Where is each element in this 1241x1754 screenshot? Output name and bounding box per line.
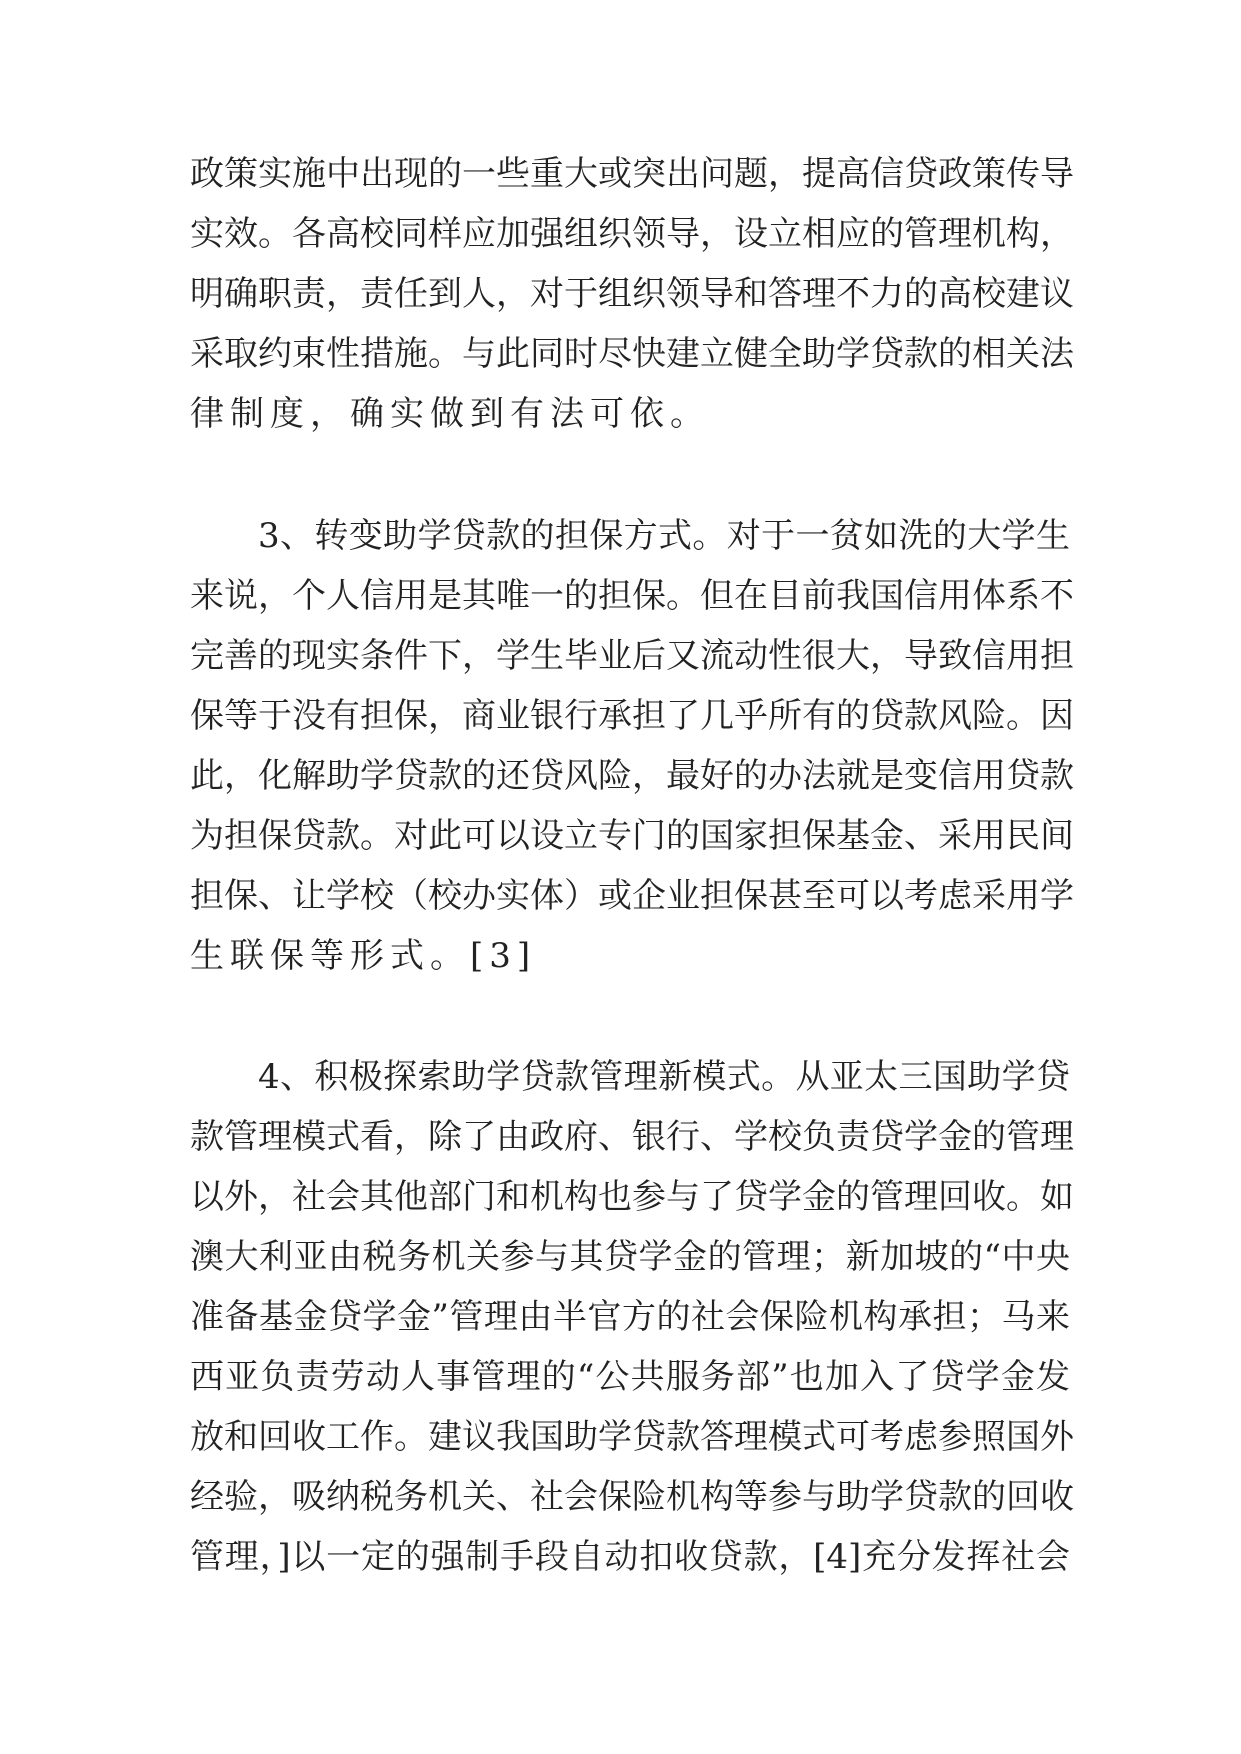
text-line: 政策实施中出现的一些重大或突出问题，提高信贷政策传导 [190, 154, 1074, 194]
text-line: 4、积极探索助学贷款管理新模式。从亚太三国助学贷 [258, 1057, 1070, 1097]
text-line: 此，化解助学贷款的还贷风险，最好的办法就是变信用贷款 [190, 756, 1074, 796]
text-line: 担保、让学校（校办实体）或企业担保甚至可以考虑采用学 [190, 876, 1074, 916]
text-line: 款管理模式看，除了由政府、银行、学校负责贷学金的管理 [190, 1117, 1074, 1157]
text-line: 放和回收工作。建议我国助学贷款答理模式可考虑参照国外 [190, 1417, 1074, 1457]
text-line: 为担保贷款。对此可以设立专门的国家担保基金、采用民间 [190, 816, 1074, 856]
text-line: 保等于没有担保，商业银行承担了几乎所有的贷款风险。因 [190, 696, 1074, 736]
text-line: 管理，]以一定的强制手段自动扣收贷款，[4]充分发挥社会 [190, 1537, 1070, 1577]
text-line: 澳大利亚由税务机关参与其贷学金的管理；新加坡的“中央 [190, 1237, 1070, 1277]
text-line: 完善的现实条件下，学生毕业后又流动性很大，导致信用担 [190, 636, 1074, 676]
text-line: 生联保等形式。[3] [190, 936, 537, 976]
text-line: 西亚负责劳动人事管理的“公共服务部”也加入了贷学金发 [190, 1357, 1070, 1397]
text-line: 3、转变助学贷款的担保方式。对于一贫如洗的大学生 [258, 516, 1070, 556]
text-line: 来说，个人信用是其唯一的担保。但在目前我国信用体系不 [190, 576, 1074, 616]
text-line: 律制度，确实做到有法可依。 [190, 394, 710, 434]
text-line: 实效。各高校同样应加强组织领导，设立相应的管理机构， [190, 214, 1074, 254]
text-line: 采取约束性措施。与此同时尽快建立健全助学贷款的相关法 [190, 334, 1074, 374]
text-line: 经验，吸纳税务机关、社会保险机构等参与助学贷款的回收 [190, 1477, 1074, 1517]
text-line: 准备基金贷学金”管理由半官方的社会保险机构承担；马来 [190, 1297, 1070, 1337]
text-line: 明确职责，责任到人，对于组织领导和答理不力的高校建议 [190, 274, 1074, 314]
text-line: 以外，社会其他部门和机构也参与了贷学金的管理回收。如 [190, 1177, 1074, 1217]
